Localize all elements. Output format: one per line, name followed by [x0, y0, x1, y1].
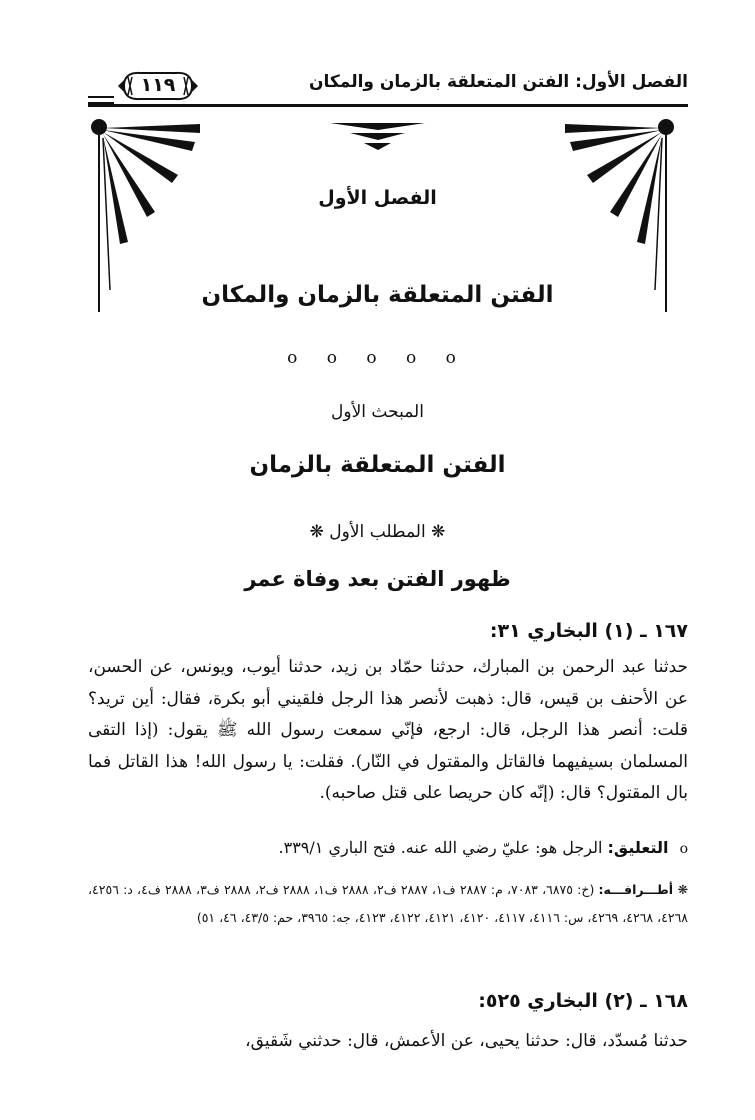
subsection-label: ❋ المطلب الأول ❋ — [309, 522, 446, 542]
hadith-1-references — [88, 876, 688, 932]
commentary-key: التعليق: — [607, 838, 669, 857]
section-title: الفتن المتعلقة بالزمان — [249, 452, 506, 478]
section-label: المبحث الأول — [331, 402, 424, 422]
hadith-2-text: حدثنا مُسدّد، قال: حدثنا يحيى، عن الأعمش، قال: حدثني شَقيق، — [245, 1031, 688, 1051]
hadith-1-heading: ١٦٧ ـ (١) البخاري ٣١: — [489, 620, 688, 642]
header-rule — [88, 104, 688, 107]
hadith-1-body: حدثنا عبد الرحمن بن المبارك، حدثنا حمّاد بن زيد، حدثنا أيوب، ويونس، عن الحسن، عن الأحنف بن قيس، قال: ذهبت لأنصر هذا الرجل فلقيني أبو بكرة، فقال: أين تريد؟ قلت: أنصر هذا الرجل، قال: ارجع، فإنّي سمعت رسول الله ﷺ يقول: (إذا التقى المسلمان بسيفيهما فالقاتل والمقتول في النّار). فقلت: يا رسول الله! هذا القاتل فما بال المقتول؟ قال: (إنّه كان حريصا على قتل صاحبه). — [88, 657, 688, 803]
section-separator: ο ο ο ο ο — [287, 348, 468, 368]
hadith-1-commentary — [88, 838, 702, 857]
left-post-knob — [91, 119, 107, 135]
hadith-1-text — [88, 652, 688, 810]
references-key: ❋ أطـــرافـــه: — [598, 882, 689, 897]
chapter-title: الفتن المتعلقة بالزمان والمكان — [201, 282, 554, 308]
hadith-2-heading: ١٦٨ ـ (٢) البخاري ٥٢٥: — [478, 990, 688, 1012]
right-fan — [565, 124, 662, 244]
page-number: ١١٩ — [140, 74, 176, 96]
page-number-badge — [118, 70, 198, 102]
chapter-label: الفصل الأول — [318, 187, 437, 209]
running-header-title: الفصل الأول: الفتن المتعلقة بالزمان والمكان — [309, 72, 688, 92]
header-rule-tail — [88, 96, 114, 104]
top-center-motif — [330, 123, 425, 150]
right-post-knob — [658, 119, 674, 135]
commentary-circle-icon: ο — [679, 841, 688, 857]
left-fan — [103, 124, 200, 244]
references-text: (خ: ٦٨٧٥، ٧٠٨٣، م: ٢٨٨٧ ف١، ٢٨٨٧ ف٢، ٢٨٨٨ ف١، ٢٨٨٨ ف٢، ٢٨٨٨ ف٣، ٢٨٨٨ ف٤، د: ٤٢٥٦، ٤٢٦٨، ٤٢٦٨، ٤٢٦٩، س: ٤١١٦، ٤١١٧، ٤١٢٠، ٤١٢١، ٤١٢٢، ٤١٢٣، جه: ٣٩٦٥، حم: ٤٣/٥، ٤٦، ٥١) — [88, 882, 688, 925]
chapter-frame-ornament — [0, 0, 755, 320]
subsection-title: ظهور الفتن بعد وفاة عمر — [244, 567, 511, 591]
commentary-text: الرجل هو: عليّ رضي الله عنه. فتح الباري ٣٣٩/١. — [278, 838, 603, 857]
